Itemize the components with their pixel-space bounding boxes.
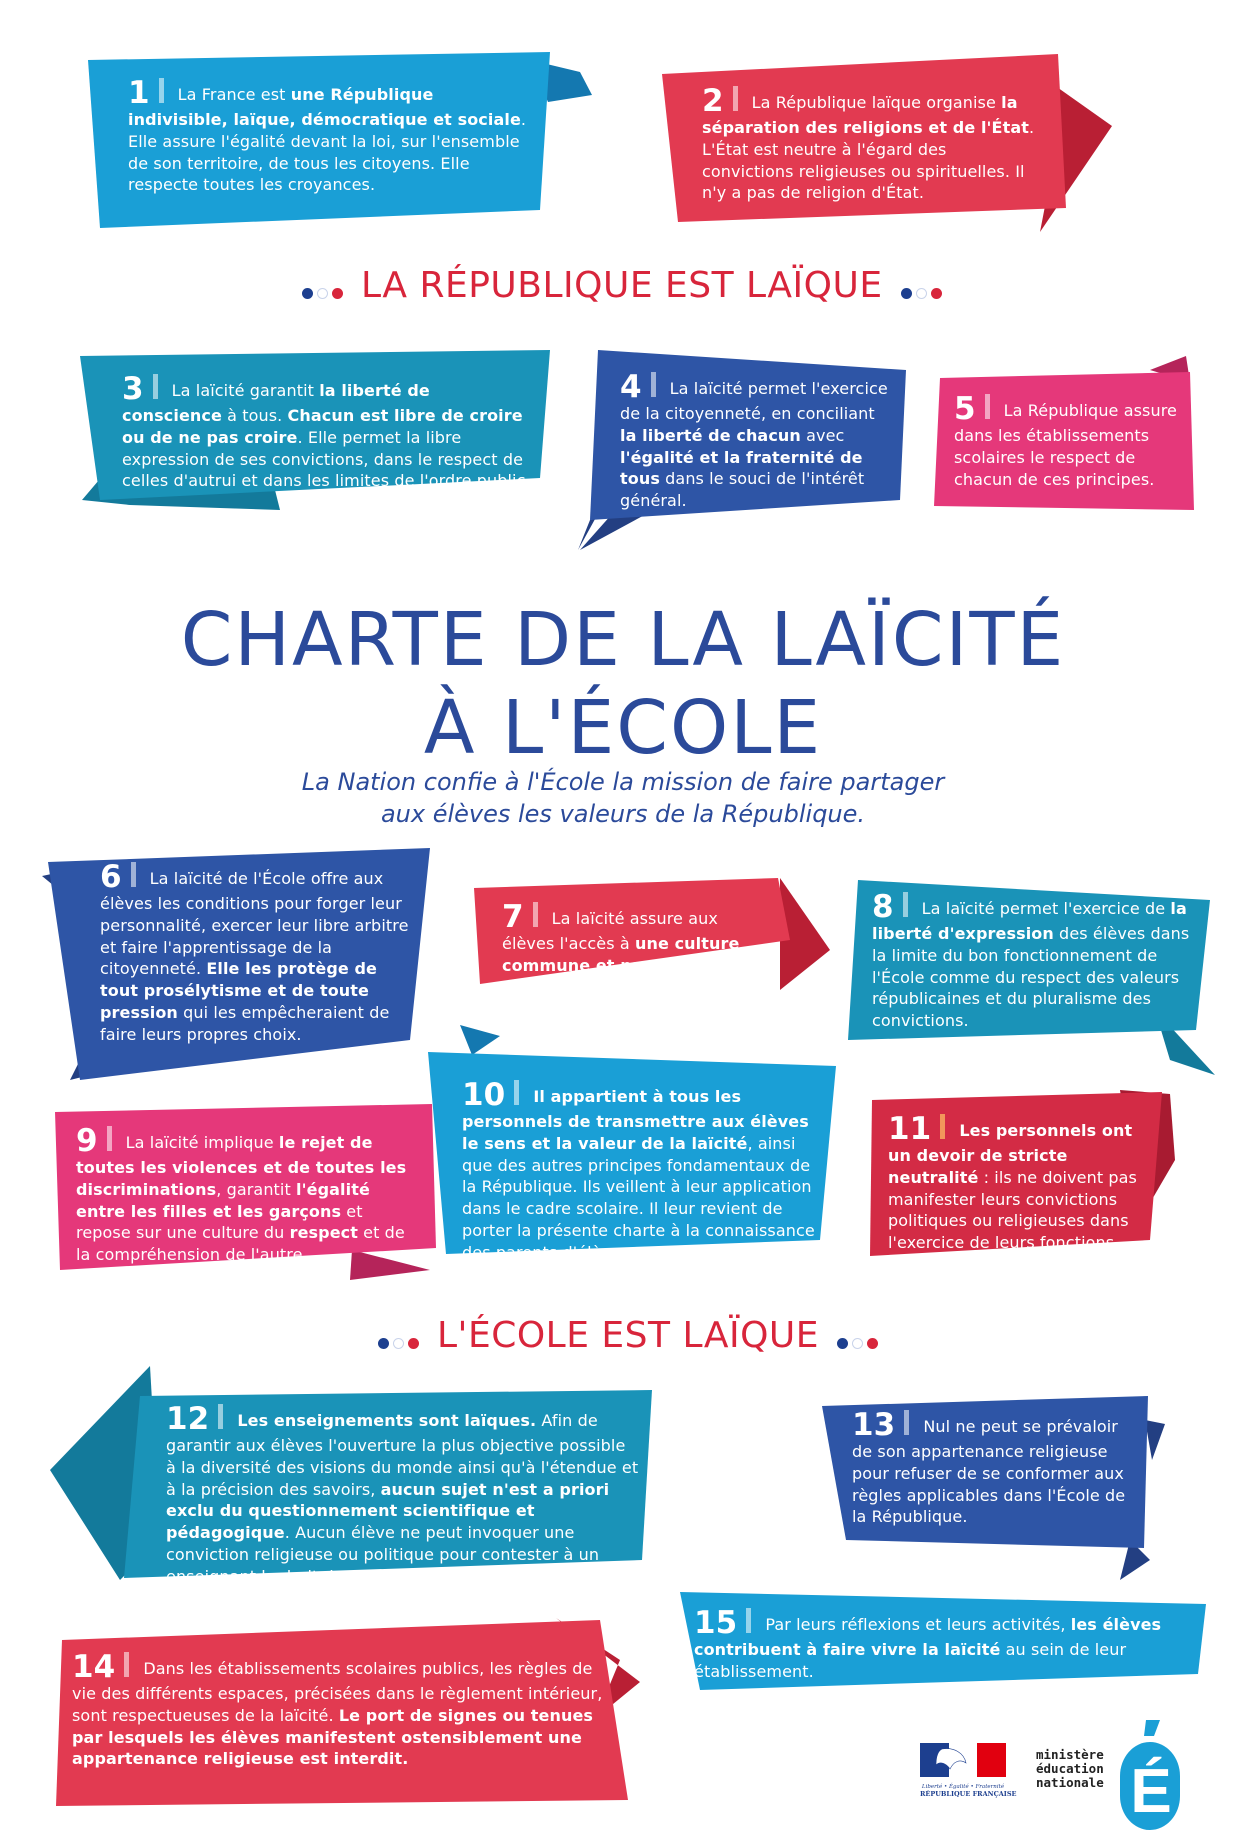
article-number: 3: [122, 371, 144, 407]
tricolor-dots: [835, 1317, 880, 1358]
article-text: .: [702, 955, 708, 975]
marianne-flag-icon: [920, 1743, 1006, 1777]
article-text: La laïcité garantit: [171, 381, 320, 400]
number-separator: [124, 1652, 129, 1677]
article-text: qui les empêcheraient de faire leurs propres choix.: [100, 1002, 390, 1044]
article-emphasis: la séparation des religions et de l'État: [702, 93, 1029, 137]
ministry-line-2: éducation: [1036, 1761, 1104, 1776]
article-14: [72, 1649, 608, 1770]
tricolor-dots: [899, 267, 944, 308]
article-emphasis: l'égalité et la fraternité de tous: [620, 447, 863, 489]
subtitle-line-1: La Nation confie à l'École la mission de faire partager: [301, 768, 945, 796]
number-separator: [733, 86, 738, 111]
article-text: : ils ne doivent pas manifester leurs convictions politiques ou religieuses dans l'exercice de leurs fonctions.: [888, 1167, 1137, 1252]
article-emphasis: le rejet de toutes les violences et de toutes les discriminations: [76, 1133, 407, 1199]
article-12: [166, 1401, 640, 1609]
subtitle-line-2: aux élèves les valeurs de la République.: [380, 800, 866, 828]
page-subtitle: [0, 766, 1246, 830]
number-separator: [985, 394, 990, 419]
section-divider-ecole: [360, 1315, 896, 1358]
article-emphasis: Les enseignements sont laïques.: [237, 1411, 537, 1430]
article-text: et de la compréhension de l'autre.: [76, 1223, 405, 1264]
article-7: [502, 899, 774, 977]
article-emphasis: les élèves contribuent à faire vivre la laïcité: [694, 1615, 1162, 1659]
article-number: 14: [72, 1649, 116, 1685]
article-emphasis: l'égalité entre les filles et les garçons: [76, 1179, 370, 1221]
article-emphasis: aucun sujet n'est a priori exclu du questionnement scientifique et pédagogique: [166, 1479, 610, 1542]
article-text: La laïcité implique: [125, 1133, 279, 1152]
article-number: 8: [872, 889, 894, 925]
article-4: [620, 369, 892, 512]
article-number: 5: [954, 391, 976, 427]
article-emphasis: une République indivisible, laïque, démocratique et sociale: [128, 85, 521, 129]
article-number: 13: [852, 1407, 896, 1443]
article-text: Afin de garantir aux élèves l'ouverture la plus objective possible à la diversité des visions du monde ainsi qu'à l'étendue et à la précision des savoirs,: [166, 1411, 639, 1499]
article-emphasis: la liberté d'expression: [872, 899, 1187, 943]
number-separator: [153, 374, 158, 399]
article-text: La laïcité assure aux élèves l'accès à: [502, 909, 718, 953]
article-13: [852, 1407, 1134, 1528]
ministry-e-logo: [1118, 1720, 1184, 1834]
article-text: avec: [800, 425, 845, 445]
article-emphasis: Chacun est libre de croire ou de ne pas croire: [122, 406, 523, 447]
tricolor-dots: [300, 267, 345, 308]
article-number: 15: [694, 1605, 738, 1641]
number-separator: [218, 1404, 223, 1429]
article-text: La République assure dans les établissements scolaires le respect de chacun de ces principes.: [954, 401, 1177, 489]
article-8: [872, 889, 1190, 1032]
article-text: . Aucun élève ne peut invoquer une conviction religieuse ou politique pour contester à un enseignant le droit de traiter une question au programme.: [166, 1523, 600, 1608]
article-emphasis: une culture commune et partagée: [502, 934, 740, 975]
e-letter: É: [1130, 1757, 1172, 1826]
section-title-ecole: L'ÉCOLE EST LAÏQUE: [437, 1315, 820, 1356]
page-title: [0, 596, 1246, 772]
article-text: au sein de leur établissement.: [694, 1640, 1127, 1681]
article-emphasis: Les personnels ont un devoir de stricte neutralité: [888, 1121, 1133, 1187]
article-number: 2: [702, 83, 724, 119]
number-separator: [514, 1080, 519, 1105]
article-11: [888, 1111, 1150, 1254]
article-emphasis: la liberté de chacun: [620, 425, 801, 445]
article-number: 1: [128, 75, 150, 111]
number-separator: [940, 1114, 945, 1139]
article-number: 6: [100, 859, 122, 895]
article-number: 7: [502, 899, 524, 935]
article-text: Dans les établissements scolaires publics, les règles de vie des différents espaces, précisées dans le règlement intérieur, sont respectueuses de la laïcité.: [72, 1659, 603, 1725]
article-6: [100, 859, 410, 1045]
ministry-name: [1036, 1748, 1104, 1790]
number-separator: [107, 1126, 112, 1151]
article-text: . Elle permet la libre expression de ses convictions, dans le respect de celles d'autrui et dans les limites de l'ordre public.: [122, 427, 531, 491]
article-number: 4: [620, 369, 642, 405]
article-2: [702, 83, 1042, 204]
article-text: , garantit: [216, 1179, 297, 1199]
republique-francaise-logo: [920, 1743, 1017, 1798]
number-separator: [159, 78, 164, 103]
article-text: Par leurs réflexions et leurs activités,: [765, 1615, 1071, 1634]
tricolor-dots: [376, 1317, 421, 1358]
article-number: 11: [888, 1111, 932, 1147]
section-title-republique: LA RÉPUBLIQUE EST LAÏQUE: [361, 265, 883, 306]
number-separator: [533, 902, 538, 927]
article-text: Nul ne peut se prévaloir de son appartenance religieuse pour refuser de se conformer aux règles applicables dans l'École de la République.: [852, 1417, 1126, 1527]
article-number: 12: [166, 1401, 210, 1437]
title-line-1: CHARTE DE LA LAÏCITÉ: [180, 597, 1066, 683]
article-emphasis: respect: [289, 1223, 358, 1243]
title-line-2: À L'ÉCOLE: [423, 685, 823, 771]
article-text: La France est: [177, 85, 291, 104]
article-3: [122, 371, 532, 492]
article-text: dans le souci de l'intérêt général.: [620, 469, 865, 510]
article-9: [76, 1123, 416, 1266]
article-text: La laïcité permet l'exercice de la citoyenneté, en conciliant: [620, 379, 888, 423]
article-text: . Elle assure l'égalité devant la loi, sur l'ensemble de son territoire, de tous les citoyens. Elle respecte toutes les croyances.: [128, 110, 527, 195]
number-separator: [651, 372, 656, 397]
article-text: La laïcité de l'École offre aux élèves les conditions pour forger leur personnalité, exercer leur libre arbitre et faire l'apprentissage de la citoyenneté.: [100, 869, 409, 979]
article-10: [462, 1077, 826, 1263]
article-1: [128, 75, 538, 196]
article-number: 10: [462, 1077, 506, 1113]
article-emphasis: Le port de signes ou tenues par lesquels les élèves manifestent ostensiblement une appartenance religieuse est interdit.: [72, 1705, 594, 1769]
rf-motto: Liberté • Égalité • Fraternité: [921, 1784, 1005, 1790]
rf-name: RÉPUBLIQUE FRANÇAISE: [920, 1790, 1017, 1798]
ministry-line-3: nationale: [1036, 1775, 1104, 1790]
article-text: La République laïque organise: [751, 93, 1002, 112]
article-15: [694, 1605, 1194, 1683]
article-emphasis: Elle les protège de tout prosélytisme et de toute pression: [100, 959, 378, 1022]
number-separator: [131, 862, 136, 887]
article-5: [954, 391, 1182, 490]
article-text: des élèves dans la limite du bon fonctionnement de l'École comme du respect des valeurs républicaines et du pluralisme des convictions.: [872, 924, 1190, 1030]
number-separator: [746, 1608, 751, 1633]
article-number: 9: [76, 1123, 98, 1159]
article-text: et repose sur une culture du: [76, 1201, 363, 1243]
article-text: à tous.: [221, 406, 288, 425]
section-divider-republique: [284, 265, 960, 308]
number-separator: [903, 892, 908, 917]
article-text: , ainsi que des autres principes fondamentaux de la République. Ils veillent à leur application dans le cadre scolaire. Il leur revient de porter la présente charte à la connaissance des parents d'élèves.: [462, 1133, 815, 1262]
article-emphasis: Il appartient à tous les personnels de transmettre aux élèves le sens et la valeur de la laïcité: [462, 1087, 809, 1153]
article-emphasis: la liberté de conscience: [122, 381, 430, 425]
number-separator: [904, 1410, 909, 1435]
ministry-line-1: ministère: [1036, 1747, 1104, 1762]
article-text: . L'État est neutre à l'égard des convictions religieuses ou spirituelles. Il n'y a pas de religion d'État.: [702, 118, 1035, 203]
article-text: La laïcité permet l'exercice de: [921, 899, 1171, 918]
